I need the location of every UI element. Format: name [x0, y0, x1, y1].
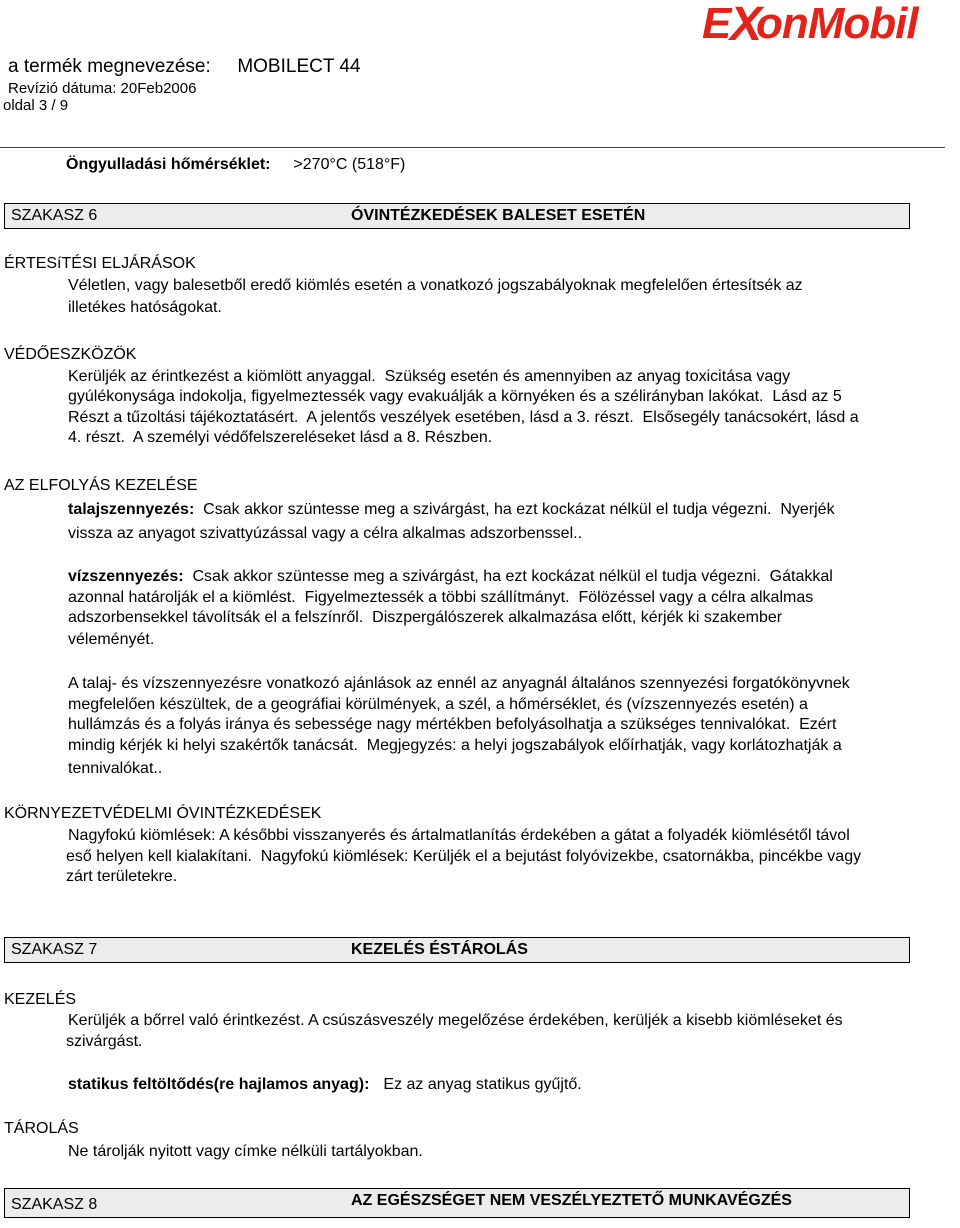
- notification-heading: ÉRTESíTÉSI ELJÁRÁSOK: [4, 255, 196, 272]
- product-label: a termék megnevezése:: [8, 56, 211, 77]
- land-spill-label: talajszennyezés:: [68, 501, 195, 518]
- text-line: mindig kérjék ki helyi szakértők tanácsát. Megjegyzés: a helyi jogszabályok előírhatják, vagy korlátozhatják a: [68, 736, 842, 754]
- static-value: Ez az anyag statikus gyűjtő.: [383, 1076, 582, 1093]
- water-spill-text: [68, 567, 833, 629]
- header-divider: [0, 147, 945, 148]
- autoignition-row: [66, 156, 405, 174]
- text-line: azonnal határolják el a kiömlést. Figyelmeztessék a többi szállítmányt. Fölözéssel vagy a célra alkalmas: [68, 588, 814, 606]
- svg-text:E: E: [702, 0, 731, 46]
- section-7-title: KEZELÉS ÉSTÁROLÁS: [351, 941, 528, 958]
- static-label: statikus feltöltődés(re hajlamos anyag):: [68, 1076, 370, 1093]
- protective-text: [68, 367, 790, 388]
- land-spill-text-2: [68, 524, 582, 545]
- static-row: [68, 1075, 582, 1096]
- exxonmobil-logo-mark: [700, 0, 958, 46]
- section-8-header: [4, 1188, 910, 1218]
- notification-text-2: [68, 298, 222, 319]
- notification-text: [68, 276, 803, 297]
- water-spill-text-2: [68, 630, 154, 651]
- text-line: adszorbensekkel távolítsák el a felszínről. Diszpergálószerek alkalmazása előtt, kérjék ki szakember: [68, 609, 783, 626]
- text-line: megfelelően készültek, de a geográfiai körülmények, a szél, a hőmérséklet, és (vízszennyezés esetén) a: [68, 695, 808, 713]
- svg-text:X: X: [730, 0, 762, 46]
- text-line: eső helyen kell kialakítani. Nagyfokú kiömlések: Kerüljék el a bejutást folyóvizekbe, csatornákba, pincékbe vagy: [66, 847, 862, 865]
- land-spill-text: [68, 500, 835, 521]
- handling-text: [68, 1011, 843, 1052]
- text-line: Kerüljék az érintkezést a kiömlött anyaggal. Szükség esetén és amennyiben az anyag toxicitása vagy: [68, 368, 791, 385]
- spill-note-text: [68, 674, 850, 756]
- protective-heading: VÉDŐESZKÖZÖK: [4, 346, 137, 363]
- text-line: 4. részt. A személyi védőfelszereléseket lásd a 8. Részben.: [68, 429, 493, 446]
- section-7-number: SZAKASZ 7: [11, 941, 98, 958]
- text-line: Csak akkor szüntesse meg a szivárgást, ha ezt kockázat nélkül el tudja végezni. Nyerjék: [194, 501, 835, 518]
- text-line: illetékes hatóságokat.: [68, 299, 222, 316]
- text-line: vissza az anyagot szivattyúzással vagy a célra alkalmas adszorbenssel..: [68, 525, 583, 542]
- text-line: Véletlen, vagy balesetből eredő kiömlés esetén a vonatkozó jogszabályoknak megfelelően értesítsék az: [68, 277, 803, 294]
- section-6-header: [4, 203, 910, 229]
- product-line: [8, 56, 361, 78]
- text-line: zárt területekre.: [66, 868, 178, 885]
- protective-text-2: [68, 387, 859, 449]
- text-line: Nagyfokú kiömlések: A későbbi visszanyerés és ártalmatlanítás érdekében a gátat a folyadék kiömlésétől távol: [68, 827, 850, 844]
- text-line: A talaj- és vízszennyezésre vonatkozó ajánlások az ennél az anyagnál általános szennyezési forgatókönyvnek: [68, 675, 850, 692]
- text-line: szivárgást.: [66, 1032, 143, 1050]
- text-line: Csak akkor szüntesse meg a szivárgást, ha ezt kockázat nélkül el tudja végezni. Gátakkal: [183, 568, 833, 585]
- text-line: Kerüljék a bőrrel való érintkezést. A csúszásveszély megelőzése érdekében, kerüljék a kisebb kiömléseket és: [68, 1012, 843, 1029]
- environment-text: [68, 826, 861, 888]
- spill-note-text-2: [68, 759, 162, 780]
- text-line: tennivalókat..: [68, 760, 163, 777]
- autoignition-value: >270°C (518°F): [293, 156, 406, 173]
- text-line: Részt a tűzoltási tájékoztatásért. A jelentős veszélyek esetében, lásd a 3. részt. Elsősegély tanácsokért, lásd a: [68, 408, 859, 426]
- text-line: gyúlékonysága indokolja, figyelmeztessék vagy evakuálják a környéken és a szélirányban lakókat. Lásd az 5: [68, 388, 842, 405]
- revision-date: Revízió dátuma: 20Feb2006: [8, 80, 197, 97]
- section-8-title: AZ EGÉSZSÉGET NEM VESZÉLYEZTETŐ MUNKAVÉGZÉS: [351, 1192, 792, 1209]
- handling-heading: KEZELÉS: [4, 991, 77, 1008]
- text-line: véleményét.: [68, 631, 155, 648]
- svg-text:onMobil: onMobil: [756, 0, 918, 46]
- environment-heading: KÖRNYEZETVÉDELMI ÓVINTÉZKEDÉSEK: [4, 805, 322, 822]
- section-8-number: SZAKASZ 8: [11, 1196, 98, 1213]
- product-name: MOBILECT 44: [237, 56, 361, 77]
- page-number: oldal 3 / 9: [3, 97, 69, 114]
- exxonmobil-logo: [700, 0, 958, 46]
- autoignition-label: Öngyulladási hőmérséklet:: [66, 156, 271, 173]
- storage-heading: TÁROLÁS: [4, 1120, 79, 1137]
- storage-text: [68, 1142, 423, 1163]
- spill-heading: AZ ELFOLYÁS KEZELÉSE: [4, 477, 198, 494]
- section-6-title: ÓVINTÉZKEDÉSEK BALESET ESETÉN: [351, 207, 646, 224]
- water-spill-label: vízszennyezés:: [68, 568, 184, 585]
- section-7-header: [4, 937, 910, 963]
- text-line: hullámzás és a folyás iránya és sebessége nagy mértékben befolyásolhatja a szükséges tennivalókat. Ezért: [68, 716, 837, 733]
- section-6-number: SZAKASZ 6: [11, 207, 98, 224]
- text-line: Ne tárolják nyitott vagy címke nélküli tartályokban.: [68, 1143, 423, 1160]
